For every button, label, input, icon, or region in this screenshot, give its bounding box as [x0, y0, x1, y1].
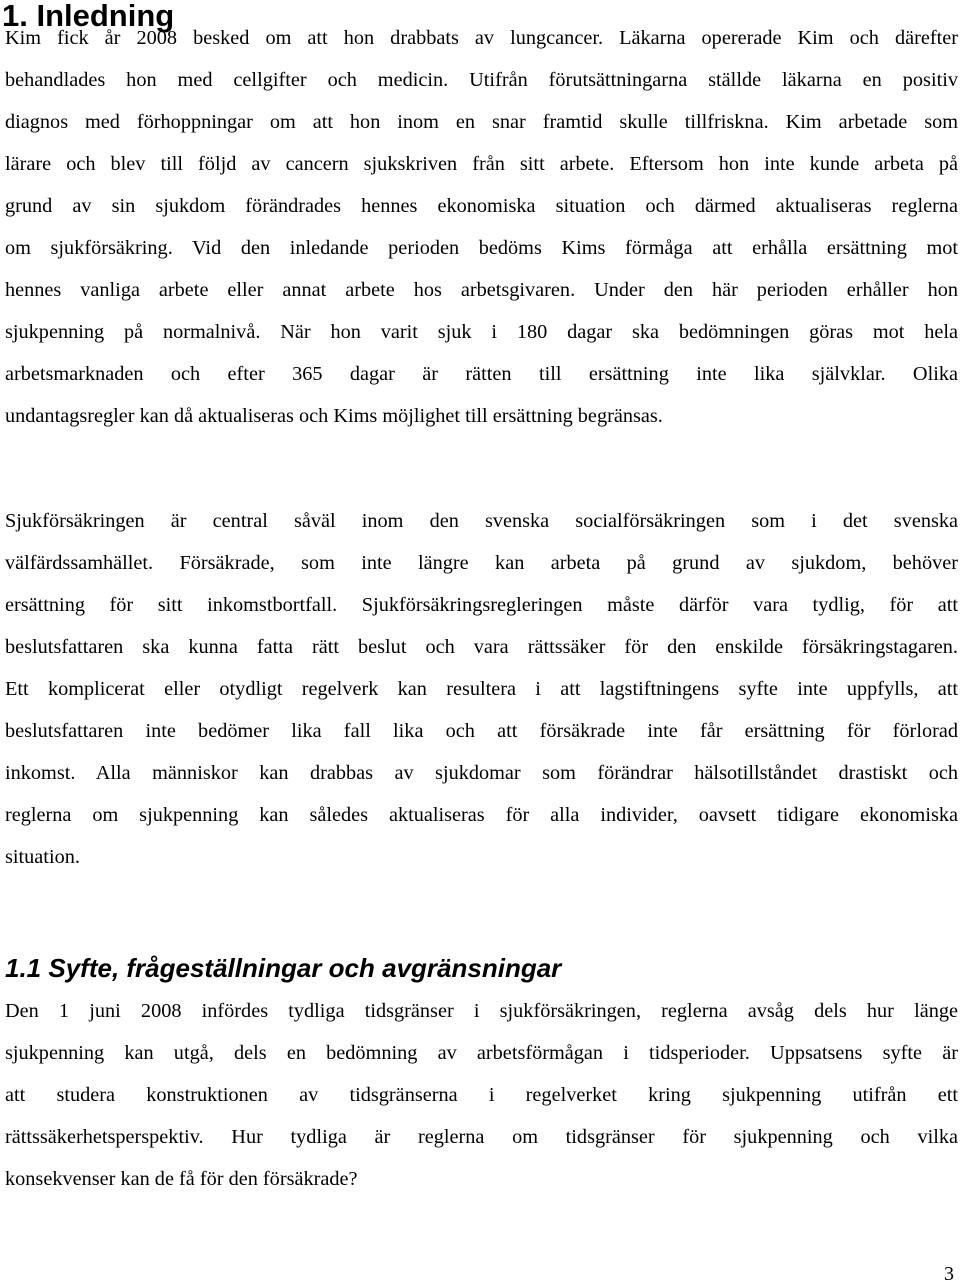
text-line: diagnos med förhoppningar om att hon inom en snar framtid skulle tillfriskna. Kim arbetade som	[5, 111, 958, 133]
subsection-heading: 1.1 Syfte, frågeställningar och avgränsningar	[5, 953, 562, 983]
text-line: lärare och blev till följd av cancern sjukskriven från sitt arbete. Eftersom hon inte kunde arbeta på	[5, 153, 958, 175]
text-line: hennes vanliga arbete eller annat arbete hos arbetsgivaren. Under den här perioden erhåller hon	[5, 279, 958, 301]
text-line: sjukpenning kan utgå, dels en bedömning av arbetsförmågan i tidsperioder. Uppsatsens syfte är	[5, 1042, 958, 1064]
text-line: om sjukförsäkring. Vid den inledande perioden bedöms Kims förmåga att erhålla ersättning mot	[5, 237, 958, 259]
text-line: grund av sin sjukdom förändrades hennes ekonomiska situation och därmed aktualiseras reglerna	[5, 195, 958, 217]
text-line: Sjukförsäkringen är central såväl inom den svenska socialförsäkringen som i det svenska	[5, 510, 958, 532]
text-line: välfärdssamhället. Försäkrade, som inte längre kan arbeta på grund av sjukdom, behöver	[5, 552, 958, 574]
text-line: arbetsmarknaden och efter 365 dagar är rätten till ersättning inte lika självklar. Olika	[5, 363, 958, 385]
text-line: rättssäkerhetsperspektiv. Hur tydliga är reglerna om tidsgränser för sjukpenning och vilka	[5, 1126, 958, 1148]
text-line: Kim fick år 2008 besked om att hon drabbats av lungcancer. Läkarna opererade Kim och därefter	[5, 27, 958, 49]
text-line: sjukpenning på normalnivå. När hon varit sjuk i 180 dagar ska bedömningen göras mot hela	[5, 321, 958, 343]
text-line: reglerna om sjukpenning kan således aktualiseras för alla individer, oavsett tidigare ekonomiska	[5, 804, 958, 826]
text-line: beslutsfattaren ska kunna fatta rätt beslut och vara rättssäker för den enskilde försäkringstagaren.	[5, 636, 958, 658]
text-line: ersättning för sitt inkomstbortfall. Sjukförsäkringsregleringen måste därför vara tydlig, för att	[5, 594, 958, 616]
text-line: undantagsregler kan då aktualiseras och Kims möjlighet till ersättning begränsas.	[5, 405, 663, 427]
text-line: konsekvenser kan de få för den försäkrade?	[5, 1168, 358, 1190]
section-heading: 1. Inledning	[2, 0, 175, 33]
text-line: situation.	[5, 846, 80, 868]
text-line: att studera konstruktionen av tidsgränserna i regelverket kring sjukpenning utifrån ett	[5, 1084, 958, 1106]
page-number: 3	[944, 1263, 954, 1285]
paragraph-introduction	[5, 17, 958, 437]
text-line: Ett komplicerat eller otydligt regelverk kan resultera i att lagstiftningens syfte inte uppfylls, att	[5, 678, 958, 700]
text-line: inkomst. Alla människor kan drabbas av sjukdomar som förändrar hälsotillståndet drastiskt och	[5, 762, 958, 784]
text-line: Den 1 juni 2008 infördes tydliga tidsgränser i sjukförsäkringen, reglerna avsåg dels hur länge	[5, 1000, 958, 1022]
text-line: beslutsfattaren inte bedömer lika fall lika och att försäkrade inte får ersättning för förlorad	[5, 720, 958, 742]
text-line: behandlades hon med cellgifter och medicin. Utifrån förutsättningarna ställde läkarna en positiv	[5, 69, 958, 91]
paragraph-sjukforsakringen	[5, 500, 958, 878]
paragraph-syfte	[5, 990, 958, 1200]
